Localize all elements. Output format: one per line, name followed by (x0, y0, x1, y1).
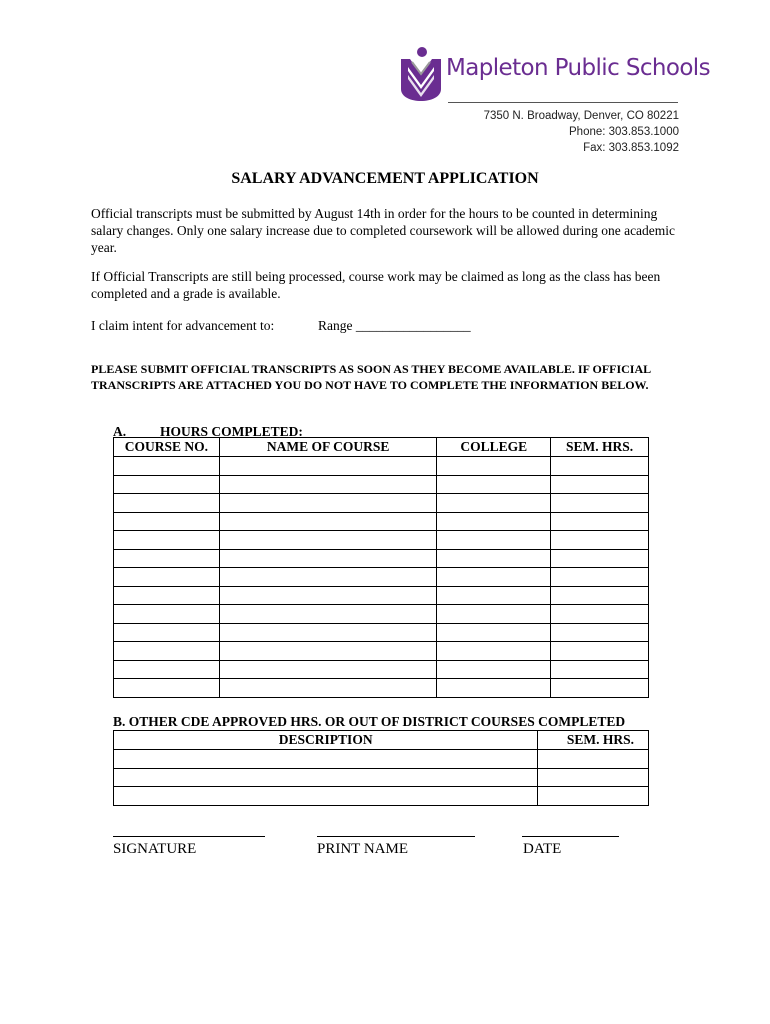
course-no-cell[interactable] (114, 586, 220, 605)
college-cell[interactable] (437, 457, 551, 476)
table-row (114, 642, 649, 661)
sem-hrs-cell[interactable] (538, 787, 649, 806)
print-name-line[interactable] (317, 836, 475, 837)
processing-paragraph: If Official Transcripts are still being processed, course work may be claimed as long as the class has been completed and a grade is available. (91, 269, 661, 301)
header-divider (448, 102, 678, 103)
sem-hrs-cell[interactable] (551, 531, 649, 550)
sem-hrs-header: SEM. HRS. (538, 731, 649, 750)
college-cell[interactable] (437, 679, 551, 698)
date-line[interactable] (522, 836, 619, 837)
college-cell[interactable] (437, 475, 551, 494)
table-row (114, 568, 649, 587)
table-row (114, 660, 649, 679)
sem-hrs-cell[interactable] (551, 660, 649, 679)
course-no-cell[interactable] (114, 475, 220, 494)
table-row (114, 512, 649, 531)
college-cell[interactable] (437, 605, 551, 624)
table-row (114, 623, 649, 642)
course-name-cell[interactable] (219, 586, 436, 605)
sem-hrs-cell[interactable] (551, 568, 649, 587)
college-cell[interactable] (437, 512, 551, 531)
sem-hrs-cell[interactable] (551, 494, 649, 513)
transcript-notice: PLEASE SUBMIT OFFICIAL TRANSCRIPTS AS SOON AS THEY BECOME AVAILABLE. IF OFFICIAL TRANSCRIPTS ARE ATTACHED YOU DO NOT HAVE TO COMPLETE THE INFORMATION BELOW. (91, 362, 651, 392)
table-row (114, 605, 649, 624)
description-cell[interactable] (114, 750, 538, 769)
course-no-cell[interactable] (114, 457, 220, 476)
sem-hrs-cell[interactable] (551, 679, 649, 698)
form-title: SALARY ADVANCEMENT APPLICATION (231, 170, 539, 187)
course-name-cell[interactable] (219, 623, 436, 642)
course-no-cell[interactable] (114, 512, 220, 531)
contact-block (484, 108, 679, 156)
college-cell[interactable] (437, 586, 551, 605)
mapleton-logo (398, 45, 710, 101)
section-a-letter: A. (113, 424, 127, 439)
description-cell[interactable] (114, 787, 538, 806)
table-header-row (114, 731, 649, 750)
college-cell[interactable] (437, 568, 551, 587)
college-cell[interactable] (437, 531, 551, 550)
table-row (114, 679, 649, 698)
course-no-header: COURSE NO. (114, 438, 220, 457)
sem-hrs-cell[interactable] (551, 623, 649, 642)
course-name-cell[interactable] (219, 549, 436, 568)
course-name-cell[interactable] (219, 568, 436, 587)
sem-hrs-cell[interactable] (551, 512, 649, 531)
table-row (114, 787, 649, 806)
table-row (114, 531, 649, 550)
table-row (114, 750, 649, 769)
sem-hrs-cell[interactable] (551, 642, 649, 661)
signature-line[interactable] (113, 836, 265, 837)
table-row (114, 549, 649, 568)
sem-hrs-cell[interactable] (551, 586, 649, 605)
org-name: Mapleton Public Schools (446, 55, 710, 81)
course-no-cell[interactable] (114, 605, 220, 624)
course-name-cell[interactable] (219, 512, 436, 531)
mapleton-logo-icon (398, 45, 444, 101)
transcript-deadline-paragraph: Official transcripts must be submitted by August 14th in order for the hours to be counted in determining salary changes. Only one salary increase due to completed coursework will be allowed during one academic year. (91, 206, 676, 255)
section-b-title: B. OTHER CDE APPROVED HRS. OR OUT OF DISTRICT COURSES COMPLETED (113, 714, 626, 729)
course-name-cell[interactable] (219, 494, 436, 513)
course-name-cell[interactable] (219, 531, 436, 550)
course-no-cell[interactable] (114, 660, 220, 679)
course-name-cell[interactable] (219, 679, 436, 698)
address-line: 7350 N. Broadway, Denver, CO 80221 (483, 110, 679, 122)
phone-line: Phone: 303.853.1000 (569, 126, 679, 138)
date-label: DATE (523, 841, 562, 857)
description-cell[interactable] (114, 768, 538, 787)
hours-completed-table (113, 437, 649, 698)
sem-hrs-cell[interactable] (538, 750, 649, 769)
table-row (114, 475, 649, 494)
college-header: COLLEGE (437, 438, 551, 457)
course-no-cell[interactable] (114, 549, 220, 568)
table-row (114, 457, 649, 476)
course-name-cell[interactable] (219, 475, 436, 494)
range-field[interactable]: Range _________________ (318, 318, 471, 333)
section-a-title: HOURS COMPLETED: (160, 424, 303, 439)
course-no-cell[interactable] (114, 568, 220, 587)
course-name-header: NAME OF COURSE (219, 438, 436, 457)
signature-label: SIGNATURE (113, 841, 197, 857)
description-header: DESCRIPTION (114, 731, 538, 750)
print-name-label: PRINT NAME (317, 841, 408, 857)
course-no-cell[interactable] (114, 679, 220, 698)
college-cell[interactable] (437, 623, 551, 642)
other-courses-table (113, 730, 649, 806)
fax-line: Fax: 303.853.1092 (583, 142, 679, 154)
college-cell[interactable] (437, 660, 551, 679)
college-cell[interactable] (437, 642, 551, 661)
table-row (114, 586, 649, 605)
college-cell[interactable] (437, 494, 551, 513)
course-name-cell[interactable] (219, 642, 436, 661)
sem-hrs-cell[interactable] (551, 457, 649, 476)
course-name-cell[interactable] (219, 605, 436, 624)
sem-hrs-header: SEM. HRS. (551, 438, 649, 457)
sem-hrs-cell[interactable] (551, 549, 649, 568)
table-row (114, 494, 649, 513)
course-no-cell[interactable] (114, 642, 220, 661)
course-name-cell[interactable] (219, 660, 436, 679)
sem-hrs-cell[interactable] (551, 605, 649, 624)
claim-intent-label: I claim intent for advancement to: (91, 318, 275, 333)
course-name-cell[interactable] (219, 457, 436, 476)
sem-hrs-cell[interactable] (551, 475, 649, 494)
course-no-cell[interactable] (114, 623, 220, 642)
table-header-row (114, 438, 649, 457)
course-no-cell[interactable] (114, 531, 220, 550)
table-row (114, 768, 649, 787)
college-cell[interactable] (437, 549, 551, 568)
sem-hrs-cell[interactable] (538, 768, 649, 787)
course-no-cell[interactable] (114, 494, 220, 513)
